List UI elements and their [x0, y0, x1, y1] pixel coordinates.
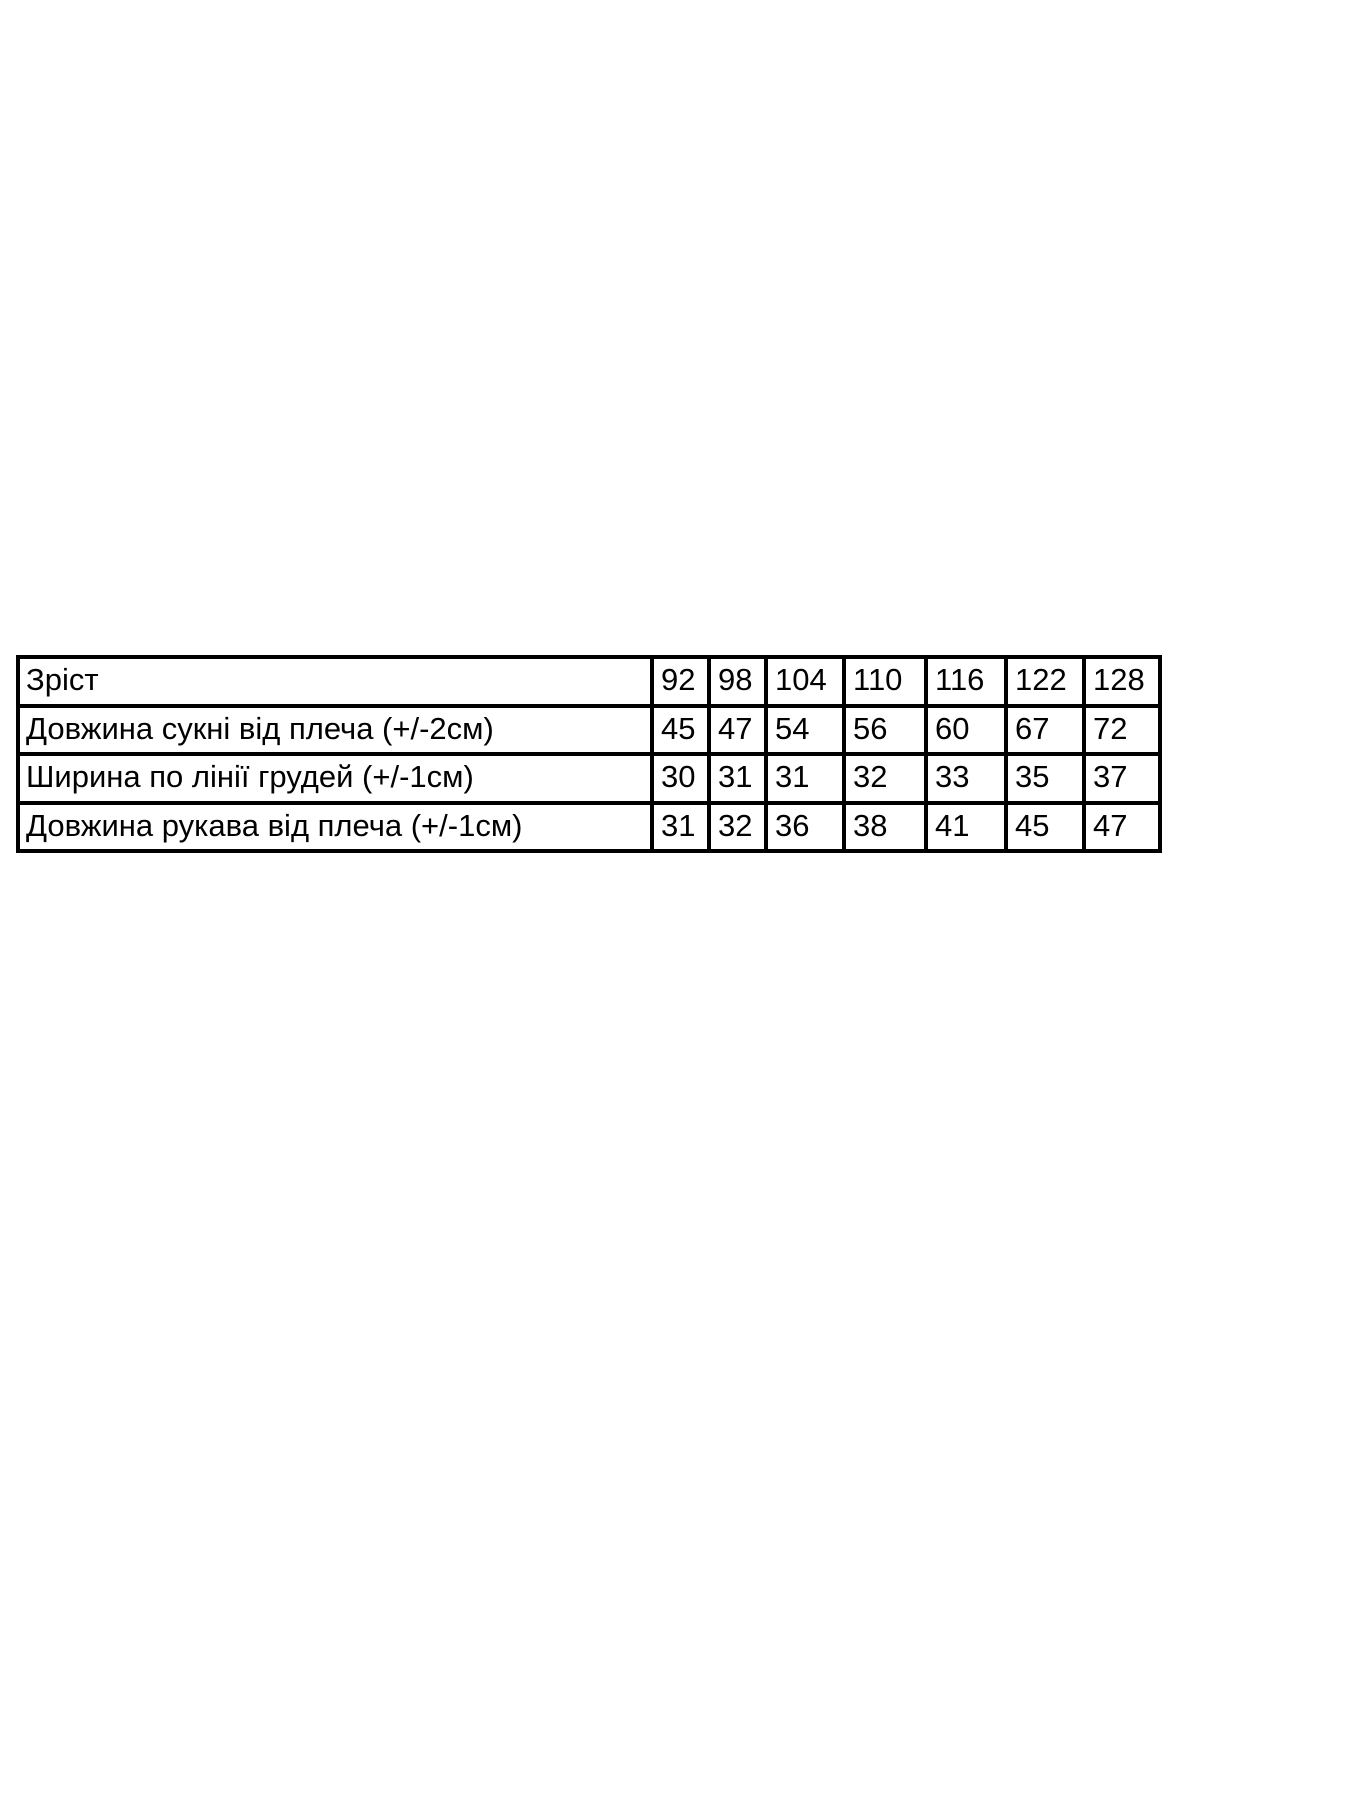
cell-value: 56 — [844, 706, 926, 755]
cell-value: 47 — [709, 706, 766, 755]
cell-value: 38 — [844, 803, 926, 852]
cell-value: 45 — [1006, 803, 1084, 852]
cell-value: 32 — [844, 754, 926, 803]
cell-value: 33 — [926, 754, 1006, 803]
cell-value: 72 — [1084, 706, 1160, 755]
cell-value: 36 — [766, 803, 844, 852]
cell-value: 128 — [1084, 657, 1160, 706]
table-row — [18, 754, 1160, 803]
cell-value: 104 — [766, 657, 844, 706]
row-label: Ширина по лінії грудей (+/-1см) — [18, 754, 652, 803]
cell-value: 37 — [1084, 754, 1160, 803]
cell-value: 47 — [1084, 803, 1160, 852]
cell-value: 116 — [926, 657, 1006, 706]
cell-value: 31 — [709, 754, 766, 803]
cell-value: 31 — [652, 803, 709, 852]
table-row — [18, 657, 1160, 706]
size-chart-container — [16, 655, 1151, 853]
row-label: Зріст — [18, 657, 652, 706]
cell-value: 60 — [926, 706, 1006, 755]
cell-value: 31 — [766, 754, 844, 803]
row-label: Довжина рукава від плеча (+/-1см) — [18, 803, 652, 852]
cell-value: 67 — [1006, 706, 1084, 755]
cell-value: 122 — [1006, 657, 1084, 706]
cell-value: 54 — [766, 706, 844, 755]
row-label: Довжина сукні від плеча (+/-2см) — [18, 706, 652, 755]
cell-value: 30 — [652, 754, 709, 803]
cell-value: 45 — [652, 706, 709, 755]
size-chart-table — [16, 655, 1162, 853]
cell-value: 35 — [1006, 754, 1084, 803]
cell-value: 92 — [652, 657, 709, 706]
table-row — [18, 803, 1160, 852]
cell-value: 110 — [844, 657, 926, 706]
table-row — [18, 706, 1160, 755]
cell-value: 98 — [709, 657, 766, 706]
cell-value: 41 — [926, 803, 1006, 852]
cell-value: 32 — [709, 803, 766, 852]
